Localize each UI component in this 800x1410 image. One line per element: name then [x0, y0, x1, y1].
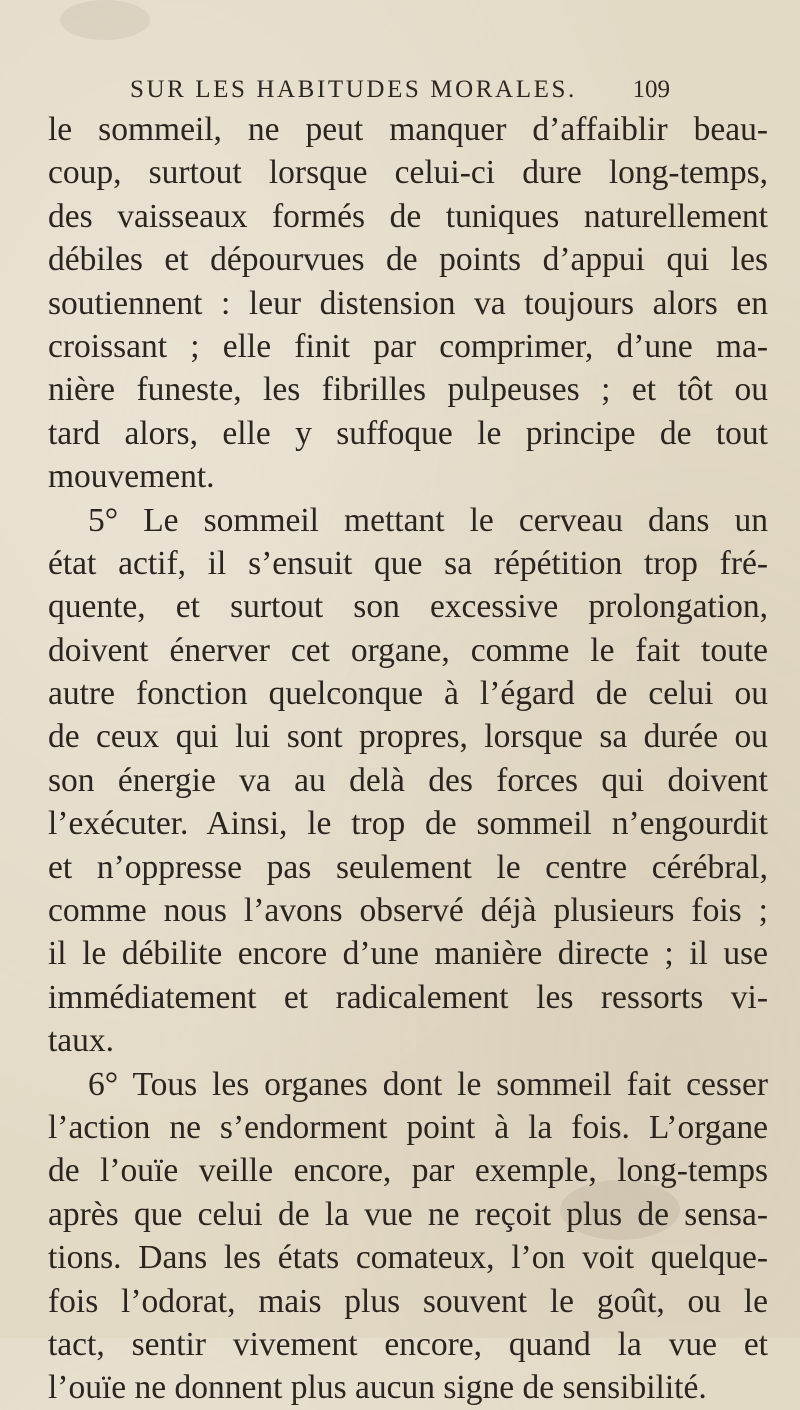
paper-stain	[60, 0, 150, 40]
text-line: nière funeste, les fibrilles pulpeuses ; et tôt ou	[48, 371, 768, 409]
text-line: croissant ; elle finit par comprimer, d’une ma-	[48, 327, 768, 365]
text-line: tard alors, elle y suffoque le principe de tout	[48, 414, 768, 452]
text-line: fois l’odorat, mais plus souvent le goût, ou le	[48, 1282, 768, 1320]
text-line: après que celui de la vue ne reçoit plus de sensa-	[48, 1195, 768, 1233]
text-line: coup, surtout lorsque celui-ci dure long-temps,	[48, 154, 768, 192]
text-line: soutiennent : leur distension va toujours alors en	[48, 284, 768, 322]
text-line: des vaisseaux formés de tuniques naturellement	[48, 197, 768, 235]
paragraph-start: 5° Le sommeil mettant le cerveau dans un	[88, 501, 768, 539]
text-line: tact, sentir vivement encore, quand la vue et	[48, 1325, 768, 1363]
text-line: l’action ne s’endorment point à la fois. L’organe	[48, 1108, 768, 1146]
text-line: immédiatement et radicalement les ressorts vi-	[48, 978, 768, 1016]
text-line: débiles et dépourvues de points d’appui qui les	[48, 241, 768, 279]
text-line: le sommeil, ne peut manquer d’affaiblir beau-	[48, 111, 768, 148]
running-title: SUR LES HABITUDES MORALES.	[130, 76, 577, 103]
running-header	[130, 76, 670, 110]
text-line: comme nous l’avons observé déjà plusieurs fois ;	[48, 892, 768, 930]
text-line: mouvement.	[48, 458, 215, 496]
text-line: et n’oppresse pas seulement le centre cérébral,	[48, 848, 768, 886]
text-line: son énergie va au delà des forces qui doivent	[48, 761, 768, 799]
text-line: taux.	[48, 1022, 115, 1060]
text-line: l’ouïe ne donnent plus aucun signe de sensibilité.	[48, 1369, 707, 1407]
text-line: de ceux qui lui sont propres, lorsque sa durée ou	[48, 718, 768, 756]
paragraph-start: 6° Tous les organes dont le sommeil fait cesser	[88, 1065, 768, 1103]
page-number: 109	[632, 76, 670, 103]
text-line: l’exécuter. Ainsi, le trop de sommeil n’engourdit	[48, 805, 768, 843]
text-line: quente, et surtout son excessive prolongation,	[48, 588, 768, 626]
body-text	[48, 108, 768, 1410]
text-line: état actif, il s’ensuit que sa répétition trop fré-	[48, 544, 768, 582]
text-line: doivent énerver cet organe, comme le fait toute	[48, 631, 768, 669]
text-line: autre fonction quelconque à l’égard de celui ou	[48, 675, 768, 713]
text-line: tions. Dans les états comateux, l’on voit quelque-	[48, 1239, 768, 1277]
text-line: de l’ouïe veille encore, par exemple, long-temps	[48, 1152, 768, 1190]
text-line: il le débilite encore d’une manière directe ; il use	[48, 935, 768, 973]
